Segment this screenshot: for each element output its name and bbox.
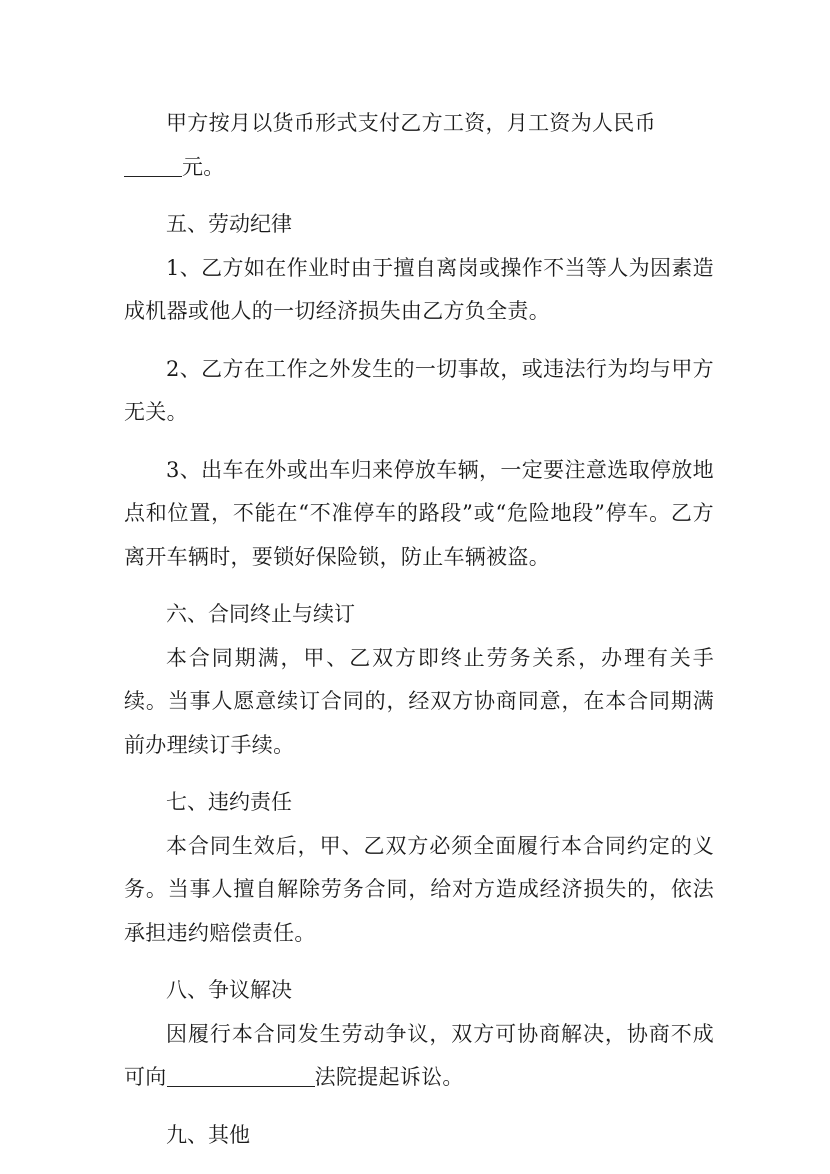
section-heading-5: 五、劳动纪律 (166, 212, 292, 236)
section-heading-6: 六、合同终止与续订 (166, 602, 355, 626)
clause-8 (124, 1013, 714, 1100)
section-heading-7: 七、违约责任 (166, 790, 292, 814)
salary-paragraph (124, 102, 714, 189)
clause-5-1: 1、乙方如在作业时由于擅自离岗或操作不当等人为因素造成机器或他人的一切经济损失由乙方负全责。 (124, 255, 714, 323)
salary-unit: 元。 (182, 154, 225, 179)
court-name-blank (167, 1064, 315, 1087)
salary-text: 甲方按月以货币形式支付乙方工资，月工资为人民币 (166, 111, 656, 135)
section-heading-8: 八、争议解决 (166, 978, 292, 1002)
clause-6: 本合同期满，甲、乙双方即终止劳务关系，办理有关手续。当事人愿意续订合同的，经双方协商同意，在本合同期满前办理续订手续。 (124, 645, 714, 757)
clause-7: 本合同生效后，甲、乙双方必须全面履行本合同约定的义务。当事人擅自解除劳务合同，给对方造成经济损失的，依法承担违约赔偿责任。 (124, 833, 714, 945)
document-body (124, 102, 714, 1157)
clause-8-tail: 法院提起诉讼。 (314, 1065, 464, 1089)
section-heading-9: 九、其他 (166, 1122, 250, 1147)
salary-amount-blank (124, 154, 182, 177)
clause-5-2: 2、乙方在工作之外发生的一切事故，或违法行为均与甲方无关。 (124, 356, 714, 424)
clause-8-text: 因履行本合同发生劳动争议，双方可协商解决，协商不成可向 (124, 1021, 714, 1089)
clause-5-3: 3、出车在外或出车归来停放车辆，一定要注意选取停放地点和位置，不能在“不准停车的路段”或“危险地段”停车。乙方离开车辆时，要锁好保险锁，防止车辆被盗。 (124, 457, 714, 569)
